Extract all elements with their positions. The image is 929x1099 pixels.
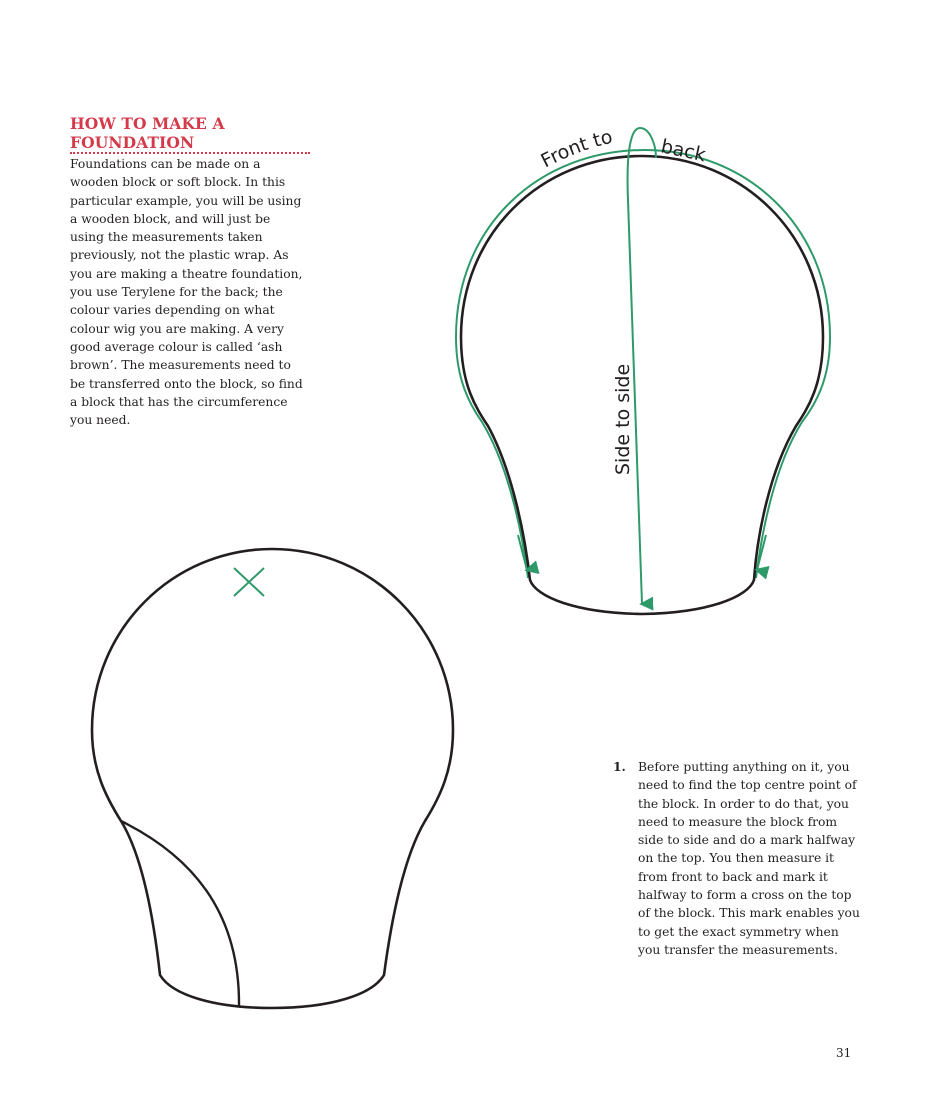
side-to-side-label: Side to side bbox=[612, 363, 634, 475]
front-to-back-label: Front to bbox=[537, 125, 615, 173]
step-text: Before putting anything on it, you need to find the top centre point of the block. In order to do that, you need to measure the block from side to side and do a mark halfway on the top. You then measure it from front to back and mark it halfway to form a cross on the top of the block. This mark enables you to get the exact symmetry when you transfer the measurements. bbox=[638, 760, 860, 957]
centre-cross-mark bbox=[234, 568, 264, 596]
block-outline bbox=[461, 156, 823, 614]
section-heading: HOW TO MAKE A FOUNDATION bbox=[70, 114, 225, 152]
intro-paragraph: Foundations can be made on a wooden block or soft block. In this particular example, you will be using a wooden block, and will just be using the measurements taken previously, not the plastic wrap. As you are making a theatre foundation, you use Terylene for the back; the colour varies depending on what colour wig you are making. A very good average colour is called ‘ash brown’. The measurements need to be transferred onto the block, so find a block that has the circumference you need. bbox=[70, 157, 303, 428]
side-panel-line bbox=[121, 821, 239, 1007]
step-number: 1. bbox=[613, 759, 626, 774]
head-block-measurement-diagram bbox=[456, 126, 830, 614]
marked-head-block-diagram bbox=[92, 549, 453, 1008]
page-number: 31 bbox=[836, 1046, 852, 1060]
block-outline-marked bbox=[92, 549, 453, 1008]
back-label: back bbox=[658, 135, 708, 167]
front-to-back-tape-outline bbox=[456, 150, 830, 578]
